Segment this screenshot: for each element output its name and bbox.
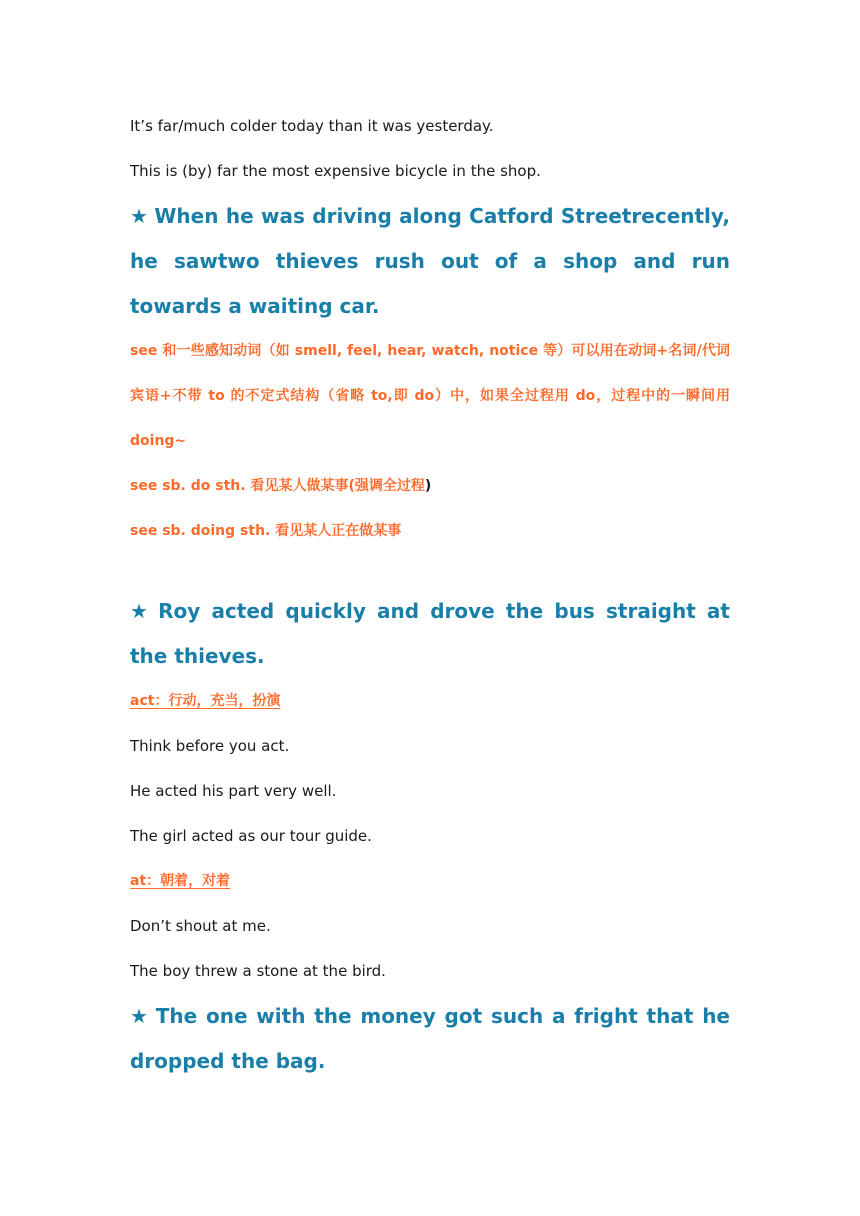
heading-text: When he was driving along Catford Streetrecently, he sawtwo thieves rush out of a shop and run towards a waiting car. — [130, 204, 730, 318]
spacer — [130, 554, 730, 589]
grammar-pattern: see sb. doing sth. 看见某人正在做某事 — [130, 523, 402, 539]
grammar-pattern — [130, 464, 730, 509]
vocab-label — [130, 679, 730, 724]
key-sentence-heading — [130, 994, 730, 1084]
vocab-label-text: at：朝着，对着 — [130, 873, 231, 889]
example-sentence: It’s far/much colder today than it was yesterday. — [130, 117, 494, 135]
star-icon: ★ — [130, 599, 153, 623]
heading-text: Roy acted quickly and drove the bus straight at the thieves. — [130, 599, 730, 668]
document-page — [130, 104, 730, 1084]
example-sentence: This is (by) far the most expensive bicycle in the shop. — [130, 162, 541, 180]
example-sentence: He acted his part very well. — [130, 782, 337, 800]
example-sentence: Don’t shout at me. — [130, 917, 271, 935]
star-icon: ★ — [130, 1004, 150, 1028]
grammar-pattern-text: see sb. do sth. 看见某人做某事(强调全过程 — [130, 478, 425, 494]
key-sentence-heading — [130, 194, 730, 329]
grammar-pattern-paren: ) — [424, 478, 432, 494]
grammar-note: see 和一些感知动词（如 smell, feel, hear, watch, notice 等）可以用在动词+名词/代词宾语+不带 to 的不定式结构（省略 to,即 do）中，如果全过程用 do，过程中的一瞬间用 doing~ — [130, 343, 730, 449]
vocab-label-text: act：行动，充当，扮演 — [130, 693, 281, 709]
heading-text: The one with the money got such a fright that he dropped the bag. — [130, 1004, 730, 1073]
star-icon: ★ — [130, 204, 149, 228]
vocab-label — [130, 859, 730, 904]
key-sentence-heading — [130, 589, 730, 679]
example-sentence: The boy threw a stone at the bird. — [130, 962, 386, 980]
example-sentence: The girl acted as our tour guide. — [130, 827, 372, 845]
example-sentence: Think before you act. — [130, 737, 290, 755]
